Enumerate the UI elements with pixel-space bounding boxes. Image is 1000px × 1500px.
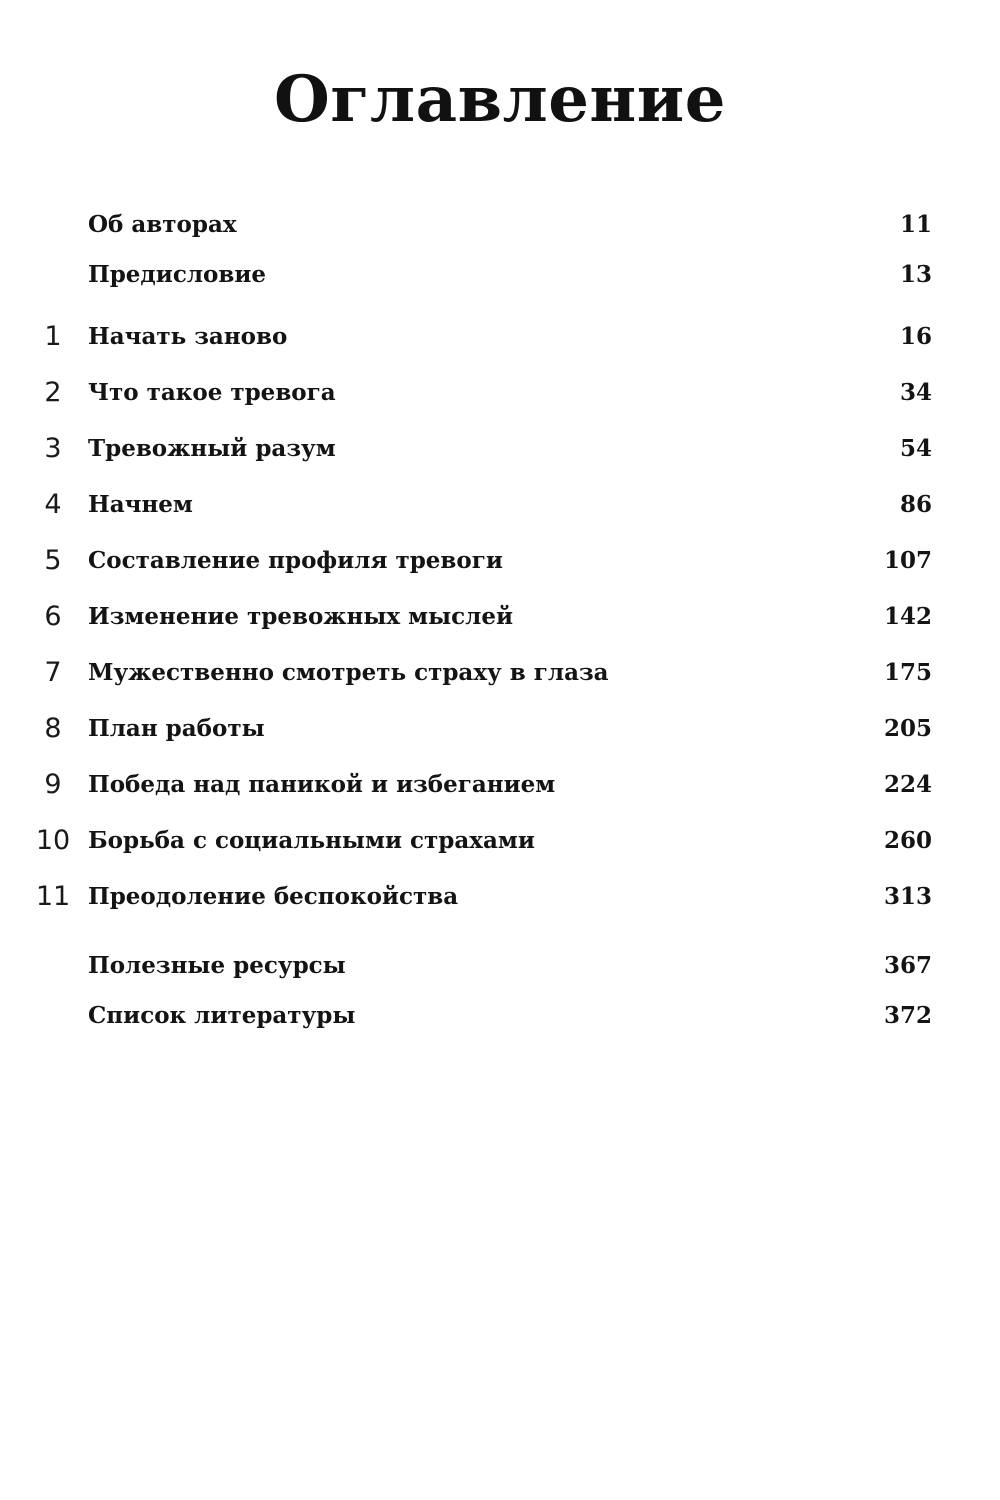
entry-title: Изменение тревожных мыслей [88, 603, 514, 630]
chapter-number [28, 255, 78, 295]
toc-entry-chapter-2[interactable] [0, 373, 1000, 413]
page-number: 34 [899, 379, 932, 406]
toc-entry-chapter-8[interactable] [0, 709, 1000, 749]
chapter-number: 2 [44, 377, 62, 408]
entry-title: Полезные ресурсы [88, 952, 346, 979]
chapter-number: 1 [44, 321, 62, 352]
toc-entry-chapter-9[interactable] [0, 765, 1000, 805]
chapter-number: 10 [35, 825, 71, 856]
entry-title: Составление профиля тревоги [88, 547, 503, 574]
page-number: 11 [899, 211, 932, 238]
toc-entry-preface[interactable] [0, 255, 1000, 295]
entry-title: Победа над паникой и избеганием [88, 771, 556, 798]
toc-entry-chapter-5[interactable] [0, 541, 1000, 581]
chapter-number [28, 996, 78, 1036]
entry-title: Предисловие [88, 261, 267, 288]
chapter-number: 7 [44, 657, 62, 688]
toc-entry-chapter-7[interactable] [0, 653, 1000, 693]
page-number: 142 [883, 603, 932, 630]
chapter-number: 11 [35, 881, 71, 912]
toc-entry-resources[interactable] [0, 946, 1000, 986]
page-number: 54 [899, 435, 932, 462]
entry-title: Мужественно смотреть страху в глаза [88, 659, 609, 686]
page-number: 107 [883, 547, 932, 574]
page-number: 16 [899, 323, 932, 350]
chapter-number [28, 946, 78, 986]
entry-title: Об авторах [88, 211, 237, 238]
entry-title: Начнем [88, 491, 193, 518]
toc-entry-chapter-6[interactable] [0, 597, 1000, 637]
chapter-number: 9 [44, 769, 62, 800]
chapter-number [28, 205, 78, 245]
page-title: Оглавление [274, 62, 726, 137]
page-number: 224 [883, 771, 932, 798]
toc-entry-bibliography[interactable] [0, 996, 1000, 1036]
chapter-number: 5 [44, 545, 62, 576]
entry-title: Борьба с социальными страхами [88, 827, 535, 854]
page-number: 205 [883, 715, 932, 742]
chapter-number: 3 [44, 433, 62, 464]
entry-title: Список литературы [88, 1002, 356, 1029]
toc-entry-about-authors[interactable] [0, 205, 1000, 245]
page-number: 313 [883, 883, 932, 910]
page-number: 175 [883, 659, 932, 686]
page-number: 367 [883, 952, 932, 979]
toc-entry-chapter-1[interactable] [0, 317, 1000, 357]
toc-entry-chapter-11[interactable] [0, 877, 1000, 917]
chapter-number: 8 [44, 713, 62, 744]
toc-entry-chapter-3[interactable] [0, 429, 1000, 469]
toc-entry-chapter-4[interactable] [0, 485, 1000, 525]
entry-title: Начать заново [88, 323, 288, 350]
entry-title: План работы [88, 715, 265, 742]
entry-title: Что такое тревога [88, 379, 336, 406]
toc-entry-chapter-10[interactable] [0, 821, 1000, 861]
page-number: 13 [899, 261, 932, 288]
entry-title: Преодоление беспокойства [88, 883, 459, 910]
page-number: 260 [883, 827, 932, 854]
entry-title: Тревожный разум [88, 435, 336, 462]
chapter-number: 6 [44, 601, 62, 632]
page-number: 86 [899, 491, 932, 518]
page-number: 372 [883, 1002, 932, 1029]
chapter-number: 4 [44, 489, 62, 520]
